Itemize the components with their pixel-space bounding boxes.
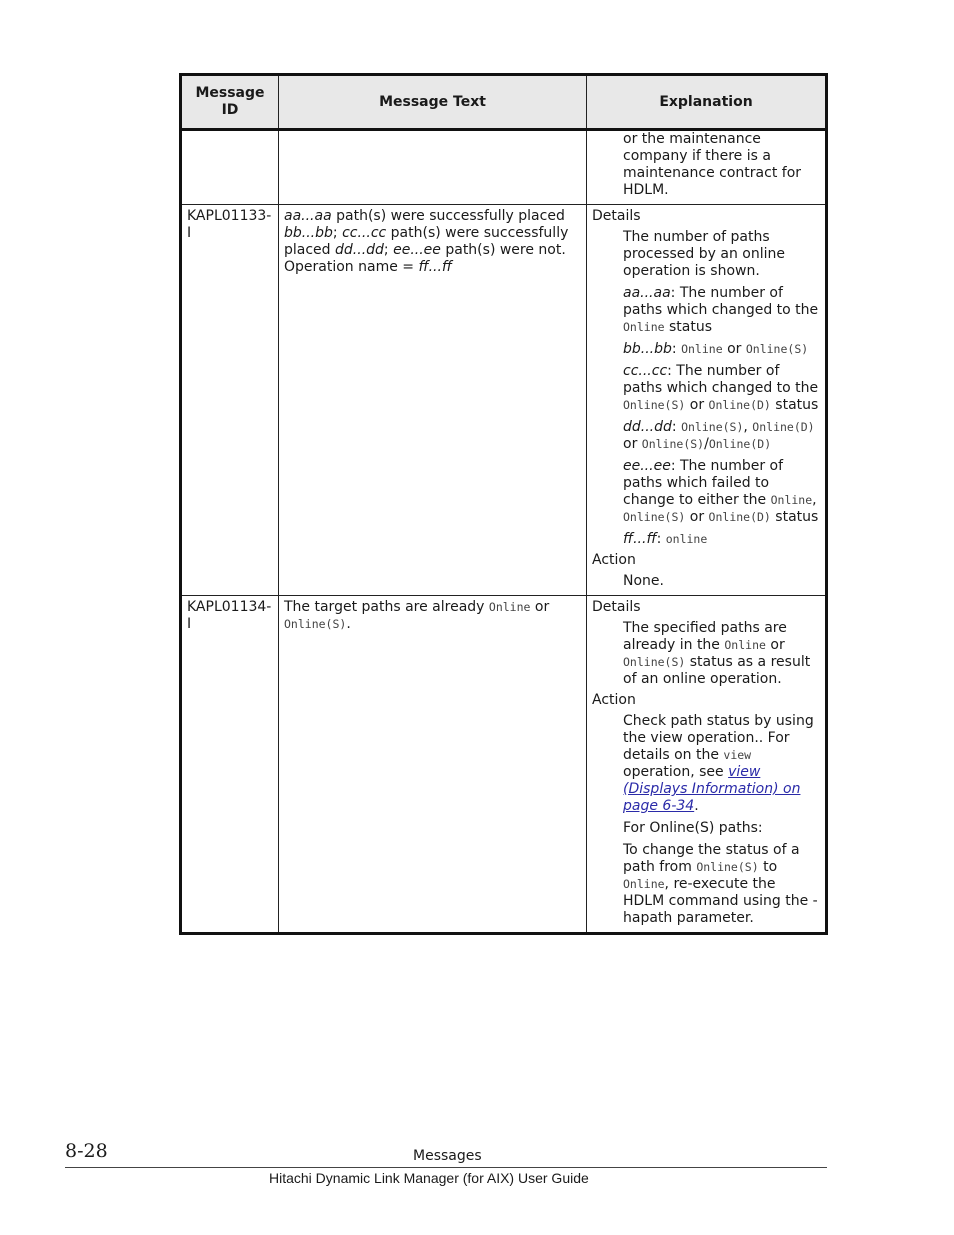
- cell-text-empty: [279, 130, 587, 205]
- header-explanation: Explanation: [587, 75, 827, 130]
- details-paragraph: The number of paths processed by an online operation is shown.: [623, 229, 785, 279]
- cell-id-empty: [181, 130, 279, 205]
- page-number: 8-28: [65, 1140, 108, 1162]
- view-reference-link[interactable]: view (Displays Information) on page 6-34: [623, 764, 801, 814]
- action-label: Action: [592, 552, 636, 568]
- details-bb: bb...bb: Online or Online(S): [623, 341, 809, 357]
- details-ff: ff...ff: online: [623, 531, 708, 547]
- cell-message-id: KAPL01133-I: [181, 205, 279, 596]
- cell-message-text: The target paths are already Online or Online(S).: [279, 596, 587, 934]
- details-aa: aa...aa: The number of paths which changed to the Online status: [623, 285, 819, 335]
- action-label: Action: [592, 692, 636, 708]
- cell-message-id: KAPL01134-I: [181, 596, 279, 934]
- cell-message-text: aa...aa path(s) were successfully placed bb...bb; cc...cc path(s) were successfully placed dd...dd; ee...ee path(s) were not. Operation name = ff...ff: [279, 205, 587, 596]
- continued-text: or the maintenance company if there is a maintenance contract for HDLM.: [623, 131, 802, 198]
- details-paragraph: The specified paths are already in the Online or Online(S) status as a result of an online operation.: [623, 620, 811, 687]
- footer-section-name: Messages: [413, 1148, 482, 1164]
- details-label: Details: [592, 599, 641, 615]
- action-paragraph: Check path status by using the view operation.. For details on the view operation, see view (Displays Information) on page 6-34.: [623, 713, 814, 814]
- cell-explanation: [587, 596, 827, 934]
- cell-explanation-continued: [587, 130, 827, 205]
- header-message-text: Message Text: [279, 75, 587, 130]
- action-paragraph-change-status: To change the status of a path from Online(S) to Online, re-execute the HDLM command using the -hapath parameter.: [623, 842, 818, 926]
- cell-explanation: [587, 205, 827, 596]
- messages-table: [179, 73, 828, 935]
- table-row-continued: [181, 130, 827, 205]
- table-row: [181, 596, 827, 934]
- details-ee: ee...ee: The number of paths which failed to change to either the Online, Online(S) or Online(D) status: [623, 458, 819, 525]
- details-dd: dd...dd: Online(S), Online(D) or Online(S)/Online(D): [623, 419, 815, 452]
- header-message-id: Message ID: [181, 75, 279, 130]
- table-header-row: [181, 75, 827, 130]
- details-label: Details: [592, 208, 641, 224]
- action-paragraph: None.: [623, 573, 664, 589]
- action-paragraph-online-s: For Online(S) paths:: [623, 820, 763, 836]
- table-row: [181, 205, 827, 596]
- details-cc: cc...cc: The number of paths which changed to the Online(S) or Online(D) status: [623, 363, 819, 413]
- footer-divider: [65, 1167, 827, 1168]
- footer-book-title: Hitachi Dynamic Link Manager (for AIX) User Guide: [269, 1170, 589, 1186]
